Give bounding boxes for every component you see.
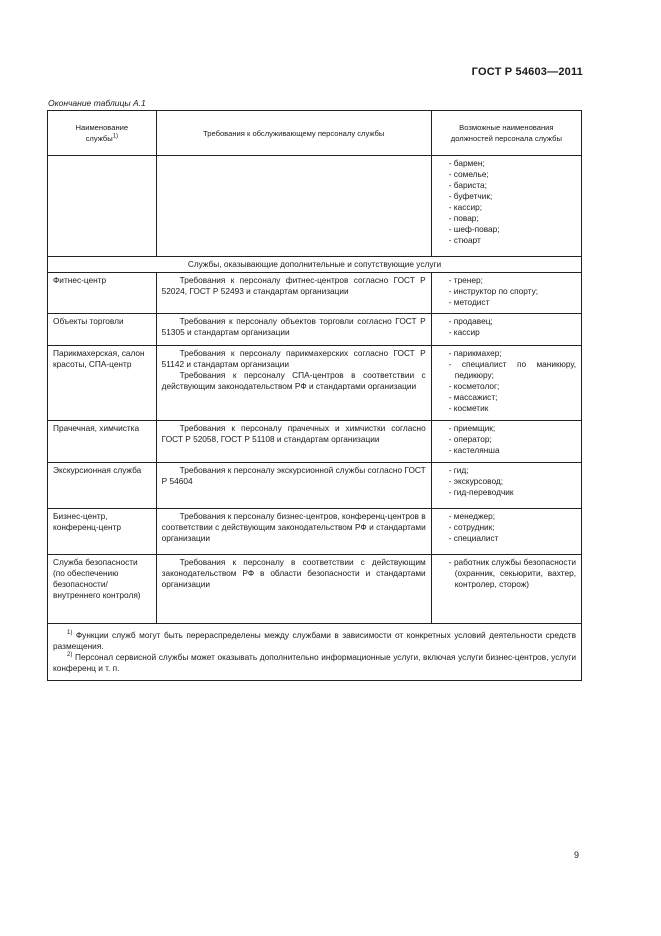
requirements-cell	[156, 555, 431, 624]
requirements-cell	[156, 509, 431, 555]
position-item: - косметолог;	[448, 381, 500, 391]
footnotes-cell	[48, 624, 582, 681]
positions-cell	[431, 273, 581, 314]
requirement-text: Требования к персоналу СПА-центров в соответствии с действующим законодательством РФ и стандартами организации	[161, 370, 426, 391]
position-item: - сомелье;	[448, 169, 489, 179]
service-name-cell: Бизнес-центр, конференц-центр	[48, 509, 157, 555]
positions-cell	[431, 156, 581, 257]
positions-list	[437, 158, 576, 246]
document-standard-title: ГОСТ Р 54603—2011	[471, 66, 583, 78]
position-item: - гид;	[448, 465, 469, 475]
positions-cell	[431, 314, 581, 346]
service-cell-empty	[48, 156, 157, 257]
position-item: - косметик	[448, 403, 489, 413]
service-name-cell: Прачечная, химчистка	[48, 421, 157, 463]
header-requirements: Требования к обслуживающему персоналу службы	[156, 111, 431, 156]
table-row-continued	[48, 156, 582, 257]
position-item: - кассир;	[448, 202, 483, 212]
requirements-cell	[156, 314, 431, 346]
services-table	[47, 110, 582, 681]
table-row	[48, 314, 582, 346]
table-row	[48, 463, 582, 509]
positions-list	[437, 348, 576, 414]
position-item: - сотрудник;	[448, 522, 495, 532]
positions-list	[437, 275, 576, 308]
footnote-2	[53, 652, 576, 674]
header-service-line1: Наименование	[75, 123, 129, 132]
positions-cell	[431, 463, 581, 509]
header-positions-line2: должностей персонала службы	[450, 134, 562, 143]
footnote-1-mark: 1)	[67, 630, 73, 637]
header-positions	[431, 111, 581, 156]
position-item: - кастелянша	[448, 445, 500, 455]
positions-list	[437, 316, 576, 338]
service-name-cell: Экскурсионная служба	[48, 463, 157, 509]
requirement-text: Требования к персоналу парикмахерских согласно ГОСТ Р 51142 и стандартам организации	[161, 348, 426, 369]
requirements-cell	[156, 273, 431, 314]
position-item: - менеджер;	[448, 511, 496, 521]
positions-list	[437, 511, 576, 544]
requirement-text: Требования к персоналу прачечных и химчистки согласно ГОСТ Р 52058, ГОСТ Р 51108 и стандартам организации	[161, 423, 426, 444]
service-rows	[48, 273, 582, 624]
requirement-text: Требования к персоналу в соответствии с действующим законодательством РФ в области безопасности и стандартами организации	[161, 557, 426, 589]
footnote-2-mark: 2)	[67, 652, 73, 659]
requirement-text: Требования к персоналу экскурсионной службы согласно ГОСТ Р 54604	[161, 465, 426, 486]
service-name-cell: Парикмахерская, салон красоты, СПА-центр	[48, 346, 157, 421]
header-positions-line1: Возможные наименования	[459, 123, 554, 132]
header-service-name	[48, 111, 157, 156]
position-item: - оператор;	[448, 434, 492, 444]
position-item: - бариста;	[448, 180, 487, 190]
footnote-1	[53, 630, 576, 652]
position-item: - буфетчик;	[448, 191, 493, 201]
position-item: - тренер;	[448, 275, 483, 285]
position-item: - бармен;	[448, 158, 485, 168]
positions-cell	[431, 555, 581, 624]
requirements-cell	[156, 346, 431, 421]
position-item: - экскурсовод;	[448, 476, 504, 486]
table-row	[48, 273, 582, 314]
position-item: - стюарт	[448, 235, 481, 245]
requirement-text: Требования к персоналу бизнес-центров, конференц-центров в соответствии с действующим законодательством РФ и стандартами организации	[161, 511, 426, 543]
position-item: - продавец;	[448, 316, 493, 326]
positions-cell	[431, 509, 581, 555]
position-item: - инструктор по спорту;	[448, 286, 539, 296]
table-row	[48, 555, 582, 624]
requirement-text: Требования к персоналу объектов торговли согласно ГОСТ Р 51305 и стандартам организации	[161, 316, 426, 337]
footnote-mark: 1)	[112, 133, 119, 140]
requirement-text: Требования к персоналу фитнес-центров согласно ГОСТ Р 52024, ГОСТ Р 52493 и стандартам организации	[161, 275, 426, 296]
service-name-cell: Служба безопасности (по обеспечению безопасности/внутреннего контроля)	[48, 555, 157, 624]
footnote-2-text: Персонал сервисной службы может оказывать дополнительно информационные услуги, включая услуги бизнес-центров, услуги конференц и т. п.	[53, 652, 577, 673]
position-item: - парикмахер;	[448, 348, 502, 358]
position-item: - массажист;	[448, 392, 498, 402]
section-title: Службы, оказывающие дополнительные и сопутствующие услуги	[48, 257, 582, 273]
position-item: - кассир	[448, 327, 480, 337]
position-item: - работник службы безопасности (охранник, секьюрити, вахтер, контролер, сторож)	[448, 557, 576, 589]
position-item: - шеф-повар;	[448, 224, 500, 234]
requirements-cell-empty	[156, 156, 431, 257]
position-item: - гид-переводчик	[448, 487, 514, 497]
position-item: - повар;	[448, 213, 479, 223]
positions-list	[437, 557, 576, 590]
section-row	[48, 257, 582, 273]
page-number: 9	[573, 850, 579, 860]
table-row	[48, 421, 582, 463]
positions-cell	[431, 421, 581, 463]
service-name-cell: Фитнес-центр	[48, 273, 157, 314]
table-header-row	[48, 111, 582, 156]
position-item: - методист	[448, 297, 490, 307]
header-service-line2: службы	[85, 134, 113, 143]
table-row	[48, 509, 582, 555]
position-item: - специалист	[448, 533, 499, 543]
requirements-cell	[156, 421, 431, 463]
position-item: - приемщик;	[448, 423, 496, 433]
table-row	[48, 346, 582, 421]
footnote-1-text: Функции служб могут быть перераспределены между службами в зависимости от конкретных условий деятельности средств размещения.	[53, 630, 576, 651]
positions-cell	[431, 346, 581, 421]
requirements-cell	[156, 463, 431, 509]
service-name-cell: Объекты торговли	[48, 314, 157, 346]
position-item: - специалист по маникюру, педикюру;	[448, 359, 576, 380]
footnotes-row	[48, 624, 582, 681]
positions-list	[437, 423, 576, 456]
table-caption: Окончание таблицы А.1	[48, 98, 146, 108]
positions-list	[437, 465, 576, 498]
